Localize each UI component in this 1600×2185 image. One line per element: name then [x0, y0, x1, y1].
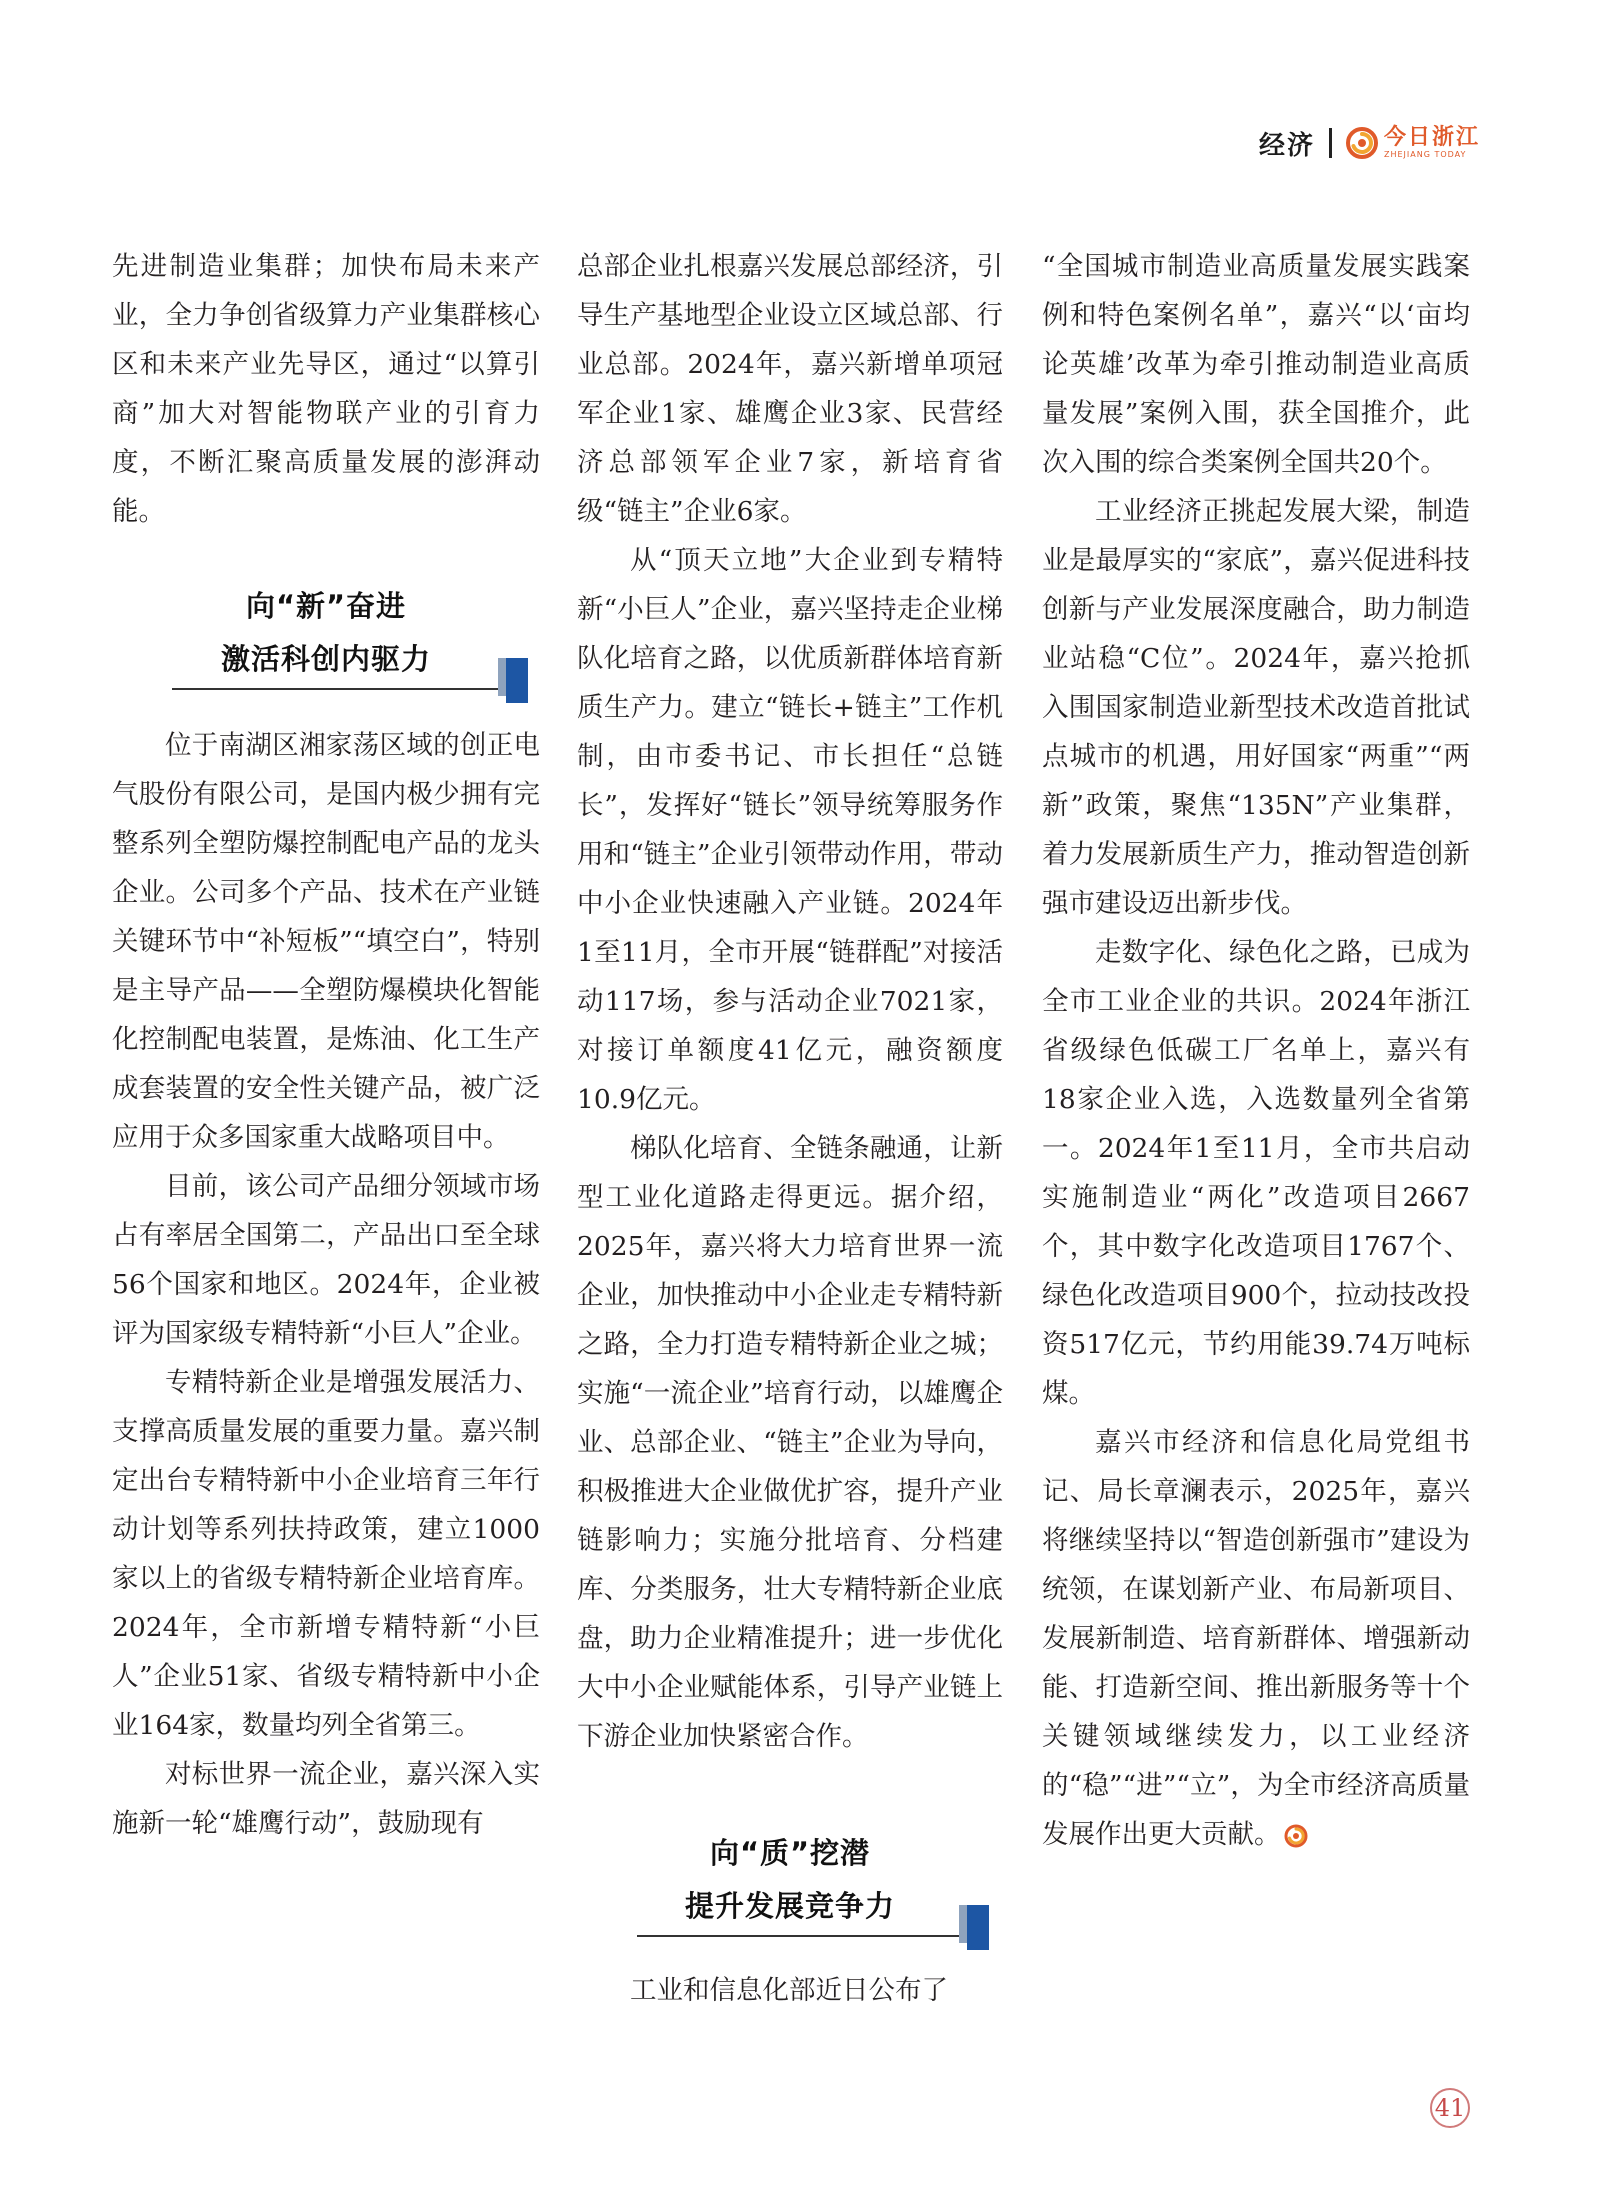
paragraph: 目前，该公司产品细分领域市场占有率居全国第二，产品出口至全球56个国家和地区。2024年，企业被评为国家级专精特新“小巨人”企业。	[112, 1171, 540, 1349]
paragraph: 对标世界一流企业，嘉兴深入实施新一轮“雄鹰行动”，鼓励现有	[112, 1759, 540, 1839]
heading-underline	[637, 1935, 975, 1937]
section-heading-quality	[577, 1761, 1003, 1966]
page-header	[1259, 118, 1480, 168]
paragraph-text: 嘉兴市经济和信息化局党组书记、局长章澜表示，2025年，嘉兴将继续坚持以“智造创新强市”建设为统领，在谋划新产业、布局新项目、发展新制造、培育新群体、增强新动能、打造新空间、推出新服务等十个关键领域继续发力，以工业经济的“稳”“进”“立”，为全市经济高质量发展作出更大贡献。	[1042, 1427, 1470, 1850]
column-2	[577, 242, 1003, 2015]
column-3	[1042, 242, 1470, 1859]
paragraph: 专精特新企业是增强发展活力、支撑高质量发展的重要力量。嘉兴制定出台专精特新中小企业培育三年行动计划等系列扶持政策，建立1000家以上的省级专精特新企业培育库。2024年，全市新增专精特新“小巨人”企业51家、省级专精特新中小企业164家，数量均列全省第三。	[112, 1367, 540, 1741]
heading-bar-shadow	[959, 1905, 967, 1943]
paragraph: 总部企业扎根嘉兴发展总部经济，引导生产基地型企业设立区域总部、行业总部。2024年，嘉兴新增单项冠军企业1家、雄鹰企业3家、民营经济总部领军企业7家，新培育省级“链主”企业6家。	[577, 251, 1003, 527]
page-number: 41	[1430, 2088, 1470, 2128]
heading-line-1: 向“新”奋进	[245, 589, 407, 623]
heading-accent-bar	[506, 658, 528, 703]
section-heading-innovation	[112, 536, 540, 721]
logo-chinese-name: 今日浙江	[1383, 125, 1480, 150]
magazine-logo	[1344, 125, 1480, 161]
paragraph: 走数字化、绿色化之路，已成为全市工业企业的共识。2024年浙江省级绿色低碳工厂名单上，嘉兴有18家企业入选，入选数量列全省第一。2024年1至11月，全市共启动实施制造业“两化”改造项目2667个，其中数字化改造项目1767个、绿色化改造项目900个，拉动技改投资517亿元，节约用能39.74万吨标煤。	[1042, 937, 1470, 1409]
paragraph: 从“顶天立地”大企业到专精特新“小巨人”企业，嘉兴坚持走企业梯队化培育之路，以优质新群体培育新质生产力。建立“链长+链主”工作机制，由市委书记、市长担任“总链长”，发挥好“链长”领导统筹服务作用和“链主”企业引领带动作用，带动中小企业快速融入产业链。2024年1至11月，全市开展“链群配”对接活动117场，参与活动企业7021家，对接订单额度41亿元，融资额度10.9亿元。	[577, 545, 1003, 1115]
paragraph: 位于南湖区湘家荡区域的创正电气股份有限公司，是国内极少拥有完整系列全塑防爆控制配电产品的龙头企业。公司多个产品、技术在产业链关键环节中“补短板”“填空白”，特别是主导产品——全塑防爆模块化智能化控制配电装置，是炼油、化工生产成套装置的安全性关键产品，被广泛应用于众多国家重大战略项目中。	[112, 730, 540, 1153]
heading-line-1: 向“质”挖潜	[709, 1836, 871, 1870]
paragraph: 工业经济正挑起发展大梁，制造业是最厚实的“家底”，嘉兴促进科技创新与产业发展深度融合，助力制造业站稳“C位”。2024年，嘉兴抢抓入围国家制造业新型技术改造首批试点城市的机遇，用好国家“两重”“两新”政策，聚焦“135N”产业集群，着力发展新质生产力，推动智造创新强市建设迈出新步伐。	[1042, 496, 1470, 919]
section-label: 经济	[1258, 130, 1315, 161]
column-1	[112, 242, 540, 1848]
heading-line-2: 激活科创内驱力	[220, 642, 431, 676]
logo-swirl-icon	[1344, 125, 1380, 161]
heading-underline	[172, 688, 512, 690]
heading-bar-shadow	[498, 658, 506, 696]
article-end-icon	[1283, 1823, 1309, 1849]
paragraph-final	[1042, 1418, 1470, 1859]
paragraph: “全国城市制造业高质量发展实践案例和特色案例名单”，嘉兴“以‘亩均论英雄’改革为牵引推动制造业高质量发展”案例入围，获全国推介，此次入围的综合类案例全国共20个。	[1042, 251, 1470, 478]
heading-line-2: 提升发展竞争力	[684, 1889, 895, 1923]
paragraph: 工业和信息化部近日公布了	[630, 1975, 948, 2006]
paragraph: 梯队化培育、全链条融通，让新型工业化道路走得更远。据介绍，2025年，嘉兴将大力培育世界一流企业，加快推动中小企业走专精特新之路，全力打造专精特新企业之城；实施“一流企业”培育行动，以雄鹰企业、总部企业、“链主”企业为导向，积极推进大企业做优扩容，提升产业链影响力；实施分批培育、分档建库、分类服务，壮大专精特新企业底盘，助力企业精准提升；进一步优化大中小企业赋能体系，引导产业链上下游企业加快紧密合作。	[577, 1133, 1003, 1752]
logo-english-name: ZHEJIANG TODAY	[1383, 150, 1467, 159]
paragraph: 先进制造业集群；加快布局未来产业，全力争创省级算力产业集群核心区和未来产业先导区，通过“以算引商”加大对智能物联产业的引育力度，不断汇聚高质量发展的澎湃动能。	[112, 251, 540, 527]
heading-accent-bar	[967, 1905, 989, 1950]
header-divider	[1329, 128, 1332, 158]
